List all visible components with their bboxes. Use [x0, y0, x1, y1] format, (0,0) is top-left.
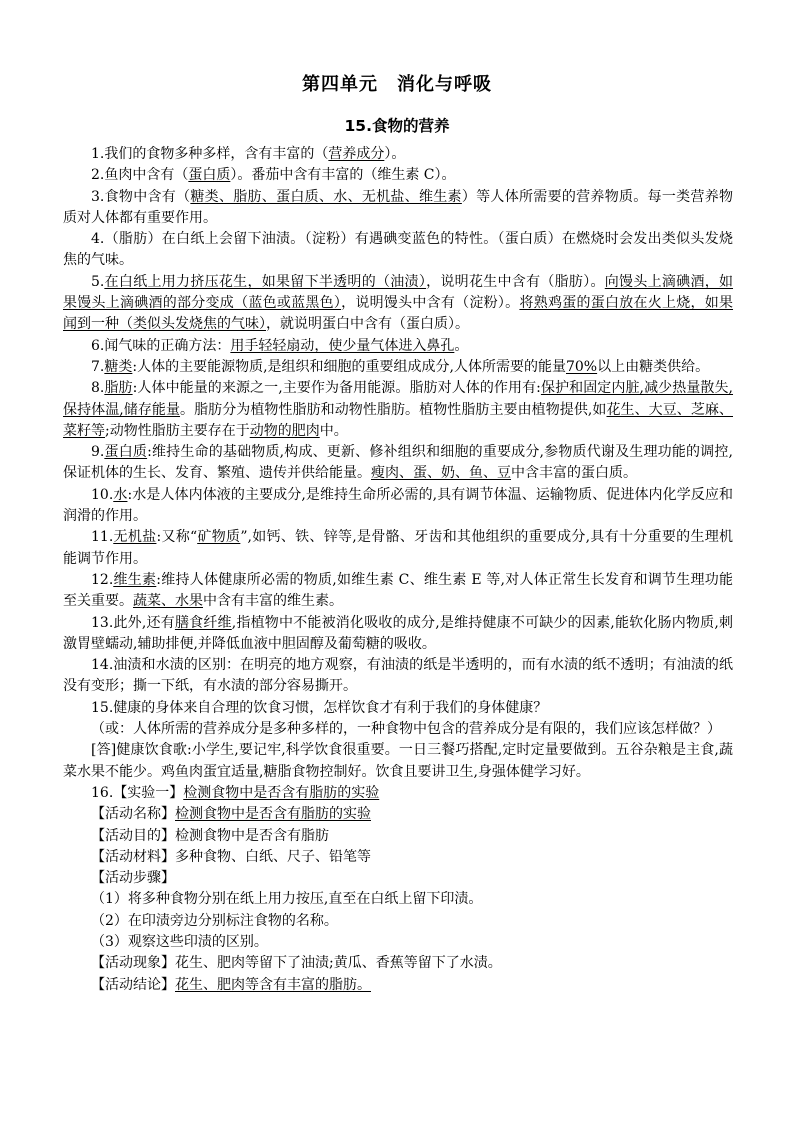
underlined-answer: 膳食纤维: [174, 614, 232, 631]
text-segment: :水是人体内体液的主要成分,是维持生命所必需的,具有调节体温、运输物质、促进体内化学反应和润滑的作用。: [63, 486, 733, 525]
text-segment: :人体的主要能源物质,是组织和细胞的重要组成成分,人体所需要的能量: [132, 358, 566, 375]
text-segment: ,指植物中不能被消化吸收的成分,是维持健康不可缺少的因素,能软化肠内物质,刺激胃壁蠕动,辅助排便,并降低血液中胆固醇及葡萄糖的吸收。: [63, 614, 734, 652]
text-segment: 1.我们的食物多种多样，含有丰富的（: [91, 146, 329, 162]
experiment-line-7: [63, 932, 733, 953]
text-segment: （3）观察这些印渍的区别。: [91, 933, 268, 950]
item-4: [63, 229, 733, 272]
underlined-answer: 动物的肥肉: [249, 422, 320, 439]
item-6: [63, 336, 733, 357]
item-17: [63, 740, 733, 783]
underlined-answer: 糖类: [104, 358, 133, 375]
underlined-answer: 糖类、脂肪、蛋白质、水、无机盐、维生素: [190, 188, 462, 205]
text-segment: 。: [454, 337, 469, 354]
text-segment: 【活动步骤】: [91, 870, 175, 887]
text-segment: 14.油渍和水渍的区别：在明亮的地方观察，有油渍的纸是半透明的，而有水渍的纸不透明；有油渍的纸没有变形；撕一下纸，有水渍的部分容易撕开。: [63, 657, 733, 695]
text-segment: ，说明花生中含有（脂肪）。: [426, 273, 605, 290]
text-segment: :维持生命的基础物质,构成、更新、修补组织和细胞的重要成分,参物质代谢及生理功能的调控,保证机体的生长、发育、繁殖、遗传并供给能量。: [63, 444, 733, 482]
experiment-line-2: [63, 826, 733, 847]
underlined-answer: 将熟鸡蛋的蛋白放在火上烧，如果闻到一种（类似头发烧焦的气味）: [63, 295, 734, 333]
text-segment: 中含有丰富的维生素。: [203, 593, 343, 610]
text-segment: 6.闻气味的正确方法：: [91, 337, 231, 354]
item-15: [63, 698, 733, 719]
item-13: [63, 613, 733, 656]
text-segment: 以上由糖类供给。: [597, 358, 710, 375]
text-segment: 【活动目的】检测食物中是否含有脂肪: [91, 827, 329, 844]
underlined-answer: 脂肪: [104, 380, 133, 397]
underlined-answer: 蔬菜、水果: [133, 593, 203, 610]
text-segment: 4.（脂肪）在白纸上会留下油渍。（淀粉）有遇碘变蓝色的特性。（蛋白质）在燃烧时会发出类似头发烧焦的气味。: [63, 231, 733, 269]
text-segment: （2）在印渍旁边分别标注食物的名称。: [91, 912, 338, 929]
text-segment: 13.此外,还有: [91, 614, 175, 631]
text-segment: [答]健康饮食歌:小学生,要记牢,科学饮食很重要。一日三餐巧搭配,定时定量要做到。五谷杂粮是主食,蔬菜水果不能少。鸡鱼肉蛋宜适量,糖脂食物控制好。饮食且要讲卫生,身强体健学习好。: [63, 742, 733, 780]
item-8: [63, 378, 733, 442]
experiment-line-1: [63, 804, 733, 825]
experiment-line-3: [63, 847, 733, 868]
text-segment: 7.: [91, 358, 105, 375]
experiment-line-5: [63, 889, 733, 910]
text-segment: 15.健康的身体来自合理的饮食习惯，怎样饮食才有利于我们的身体健康？: [91, 699, 548, 716]
text-segment: ，就说明蛋白中含有（蛋白质）。: [266, 316, 469, 333]
underlined-answer: 检测食物中是否含有脂肪的实验: [175, 806, 371, 823]
experiment-line-8: [63, 953, 733, 974]
text-segment: ，说明馒头中含有（淀粉）。: [341, 295, 520, 312]
underlined-answer: 矿物质: [197, 529, 241, 546]
experiment-line-9: [63, 975, 733, 996]
text-segment: 2.鱼肉中含有（: [91, 167, 189, 184]
underlined-answer: 在白纸上用力挤压花生，如果留下半透明的（油渍）: [104, 273, 427, 290]
underlined-answer: 瘦肉、蛋、奶、鱼、豆: [371, 465, 511, 482]
text-segment: 8.: [91, 380, 105, 397]
text-segment: 中含丰富的蛋白质。: [511, 465, 637, 482]
text-segment: :人体中能量的来源之一,主要作为备用能源。脂肪对人体的作用有:: [132, 380, 541, 397]
item-14: [63, 655, 733, 698]
document-body: [63, 144, 733, 996]
underlined-answer: 维生素: [113, 571, 157, 588]
text-segment: 10.: [91, 486, 114, 503]
item-5: [63, 272, 733, 336]
text-segment: 【活动材料】多种食物、白纸、尺子、铅笔等: [91, 848, 371, 865]
text-segment: 。脂肪分为植物性脂肪和动物性脂肪。植物性脂肪主要由植物提供,如: [180, 401, 607, 418]
text-segment: :维持人体健康所必需的物质,如维生素 C、维生素 E 等,对人体正常生长发育和调节生理功能至关重要。: [63, 571, 733, 610]
underlined-answer: 蛋白质: [104, 444, 148, 461]
text-segment: ）等人体所需要的营养物质。每一类营养物质对人体都有重要作用。: [63, 188, 734, 226]
text-segment: ”,如钙、铁、锌等,是骨骼、牙齿和其他组织的重要成分,具有十分重要的生理机能调节作用。: [63, 529, 734, 567]
underlined-answer: 水: [113, 486, 128, 503]
text-segment: 【活动现象】花生、肥肉等留下了油渍;黄瓜、香蕉等留下了水渍。: [91, 955, 502, 972]
item-3: [63, 187, 733, 230]
experiment-line-6: [63, 911, 733, 932]
unit-title: 第四单元 消化与呼吸: [302, 74, 492, 95]
text-segment: 3.食物中含有（: [91, 188, 191, 205]
underlined-answer: 保护和固定内脏,减少热量散失,保持体温,储存能量: [63, 380, 734, 418]
item-10: [63, 485, 733, 528]
underlined-answer: 营养成分: [328, 146, 385, 162]
text-segment: （或：人体所需的营养成分是多种多样的，一种食物中包含的营养成分是有限的，我们应该怎样做？）: [91, 721, 721, 738]
text-segment: :又称“: [156, 529, 198, 546]
text-segment: ）。番茄中含有丰富的（维生素 C）。: [230, 167, 456, 184]
item-9: [63, 442, 733, 485]
text-segment: 5.: [91, 273, 105, 290]
underlined-answer: 蛋白质: [188, 167, 231, 184]
underlined-answer: 检测食物中是否含有脂肪的实验: [183, 784, 380, 801]
item-16: [63, 719, 733, 740]
lesson-title: 15.食物的营养: [344, 117, 450, 135]
underlined-answer: 花生、肥肉等含有丰富的脂肪。: [175, 976, 371, 993]
item-18: [63, 783, 733, 804]
text-segment: 9.: [91, 444, 105, 461]
item-7: [63, 357, 733, 378]
experiment-line-4: [63, 868, 733, 889]
text-segment: 【活动名称】: [91, 806, 175, 823]
underlined-answer: 用手轻轻扇动，使少量气体进入鼻孔: [230, 337, 455, 354]
text-segment: 16.【实验一】: [91, 784, 184, 801]
underlined-answer: 花生、大豆、芝麻、菜籽等: [63, 401, 733, 439]
text-segment: 11.: [91, 529, 114, 546]
item-2: [63, 165, 733, 186]
text-segment: （1）将多种食物分别在纸上用力按压,直至在白纸上留下印渍。: [91, 891, 483, 908]
item-1: [63, 144, 733, 165]
text-segment: 中。: [319, 422, 348, 439]
text-segment: 【活动结论】: [91, 976, 175, 993]
numbered-items: [63, 144, 733, 804]
item-11: [63, 527, 733, 570]
experiment-section: [63, 804, 733, 996]
underlined-answer: 无机盐: [113, 529, 157, 546]
text-segment: ）。: [384, 146, 406, 162]
text-segment: ;动物性脂肪主要存在于: [105, 422, 250, 439]
item-12: [63, 570, 733, 613]
text-segment: 12.: [91, 571, 114, 588]
underlined-answer: 向馒头上滴碘酒，如果馒头上滴碘酒的部分变成（蓝色或蓝黑色）: [63, 273, 734, 312]
underlined-answer: 70%: [565, 358, 598, 375]
